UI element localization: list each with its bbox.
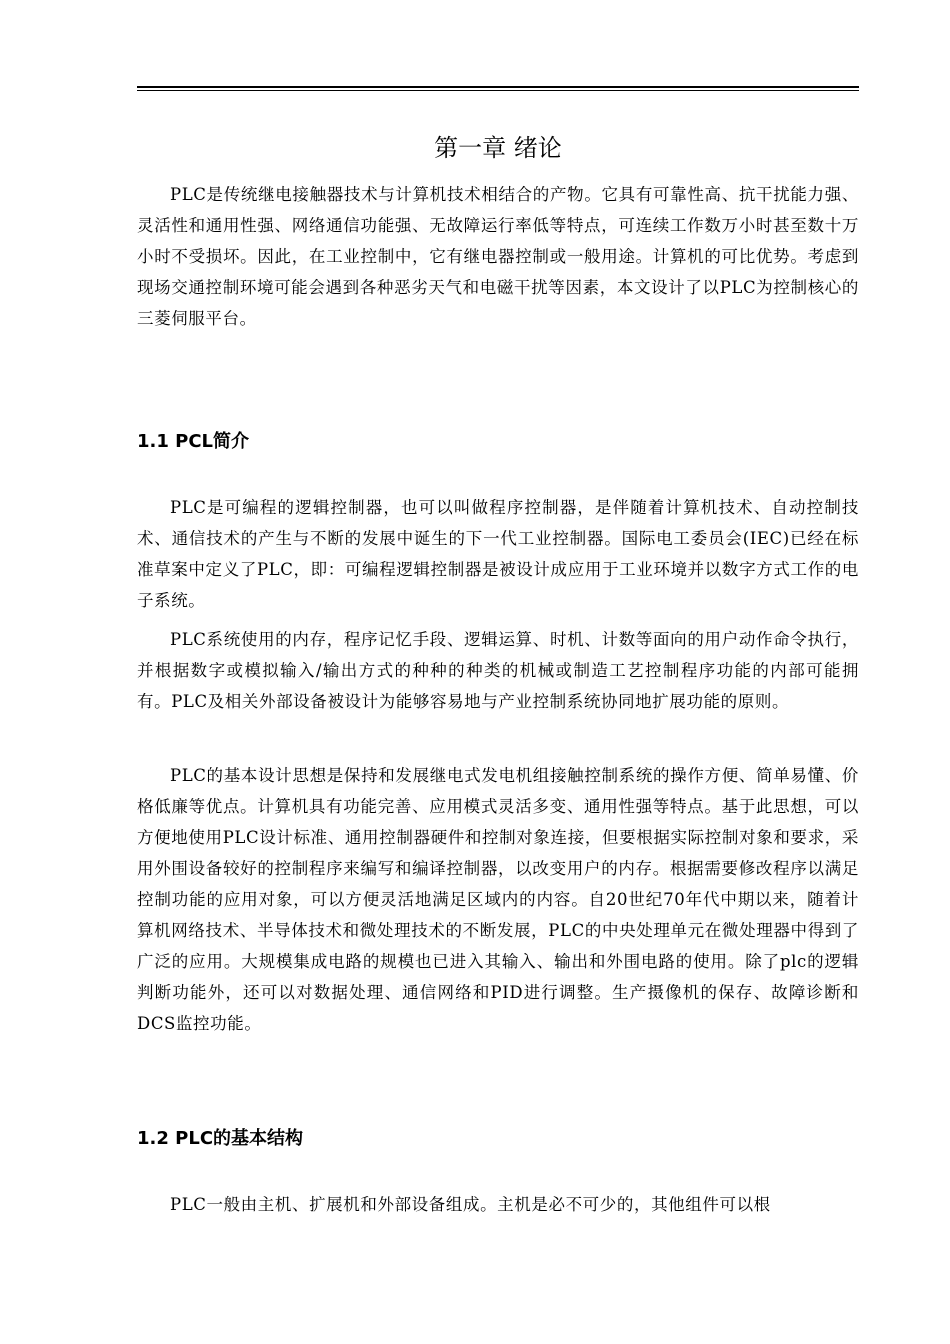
- section-1-2-paragraph-1: PLC一般由主机、扩展机和外部设备组成。主机是必不可少的，其他组件可以根: [170, 1195, 771, 1214]
- section-1-1-paragraph-2: PLC系统使用的内存，程序记忆手段、逻辑运算、时机、计数等面向的用户动作命令执行，并根据数字或模拟输入/输出方式的种种的种类的机械或制造工艺控制程序功能的内部可能拥有。PLC及相关外部设备被设计为能够容易地与产业控制系统协同地扩展功能的原则。: [137, 630, 859, 711]
- header-rule-thin: [137, 90, 859, 91]
- section-1-1-paragraph-3: PLC的基本设计思想是保持和发展继电式发电机组接触控制系统的操作方便、简单易懂、价格低廉等优点。计算机具有功能完善、应用模式灵活多变、通用性强等特点。基于此思想，可以方便地使用PLC设计标准、通用控制器硬件和控制对象连接，但要根据实际控制对象和要求，采用外围设备较好的控制程序来编写和编译控制器，以改变用户的内存。根据需要修改程序以满足控制功能的应用对象，可以方便灵活地满足区域内的内容。自20世纪70年代中期以来，随着计算机网络技术、半导体技术和微处理技术的不断发展，PLC的中央处理单元在微处理器中得到了广泛的应用。大规模集成电路的规模也已进入其输入、输出和外围电路的使用。除了plc的逻辑判断功能外，还可以对数据处理、通信网络和PID进行调整。生产摄像机的保存、故障诊断和DCS监控功能。: [137, 766, 859, 1033]
- section-title-1-2: 1.2 PLC的基本结构: [137, 1128, 304, 1149]
- header-rule-thick: [137, 86, 859, 88]
- chapter-title: 第一章 绪论: [434, 134, 562, 162]
- section-title-1-1: 1.1 PCL简介: [137, 431, 250, 452]
- section-1-1-paragraph-1: PLC是可编程的逻辑控制器，也可以叫做程序控制器，是伴随着计算机技术、自动控制技术、通信技术的产生与不断的发展中诞生的下一代工业控制器。国际电工委员会(IEC)已经在标准草案中定义了PLC，即：可编程逻辑控制器是被设计成应用于工业环境并以数字方式工作的电子系统。: [137, 498, 859, 610]
- chapter-intro-paragraph: PLC是传统继电接触器技术与计算机技术相结合的产物。它具有可靠性高、抗干扰能力强、灵活性和通用性强、网络通信功能强、无故障运行率低等特点，可连续工作数万小时甚至数十万小时不受损坏。因此，在工业控制中，它有继电器控制或一般用途。计算机的可比优势。考虑到现场交通控制环境可能会遇到各种恶劣天气和电磁干扰等因素，本文设计了以PLC为控制核心的三菱伺服平台。: [137, 185, 859, 328]
